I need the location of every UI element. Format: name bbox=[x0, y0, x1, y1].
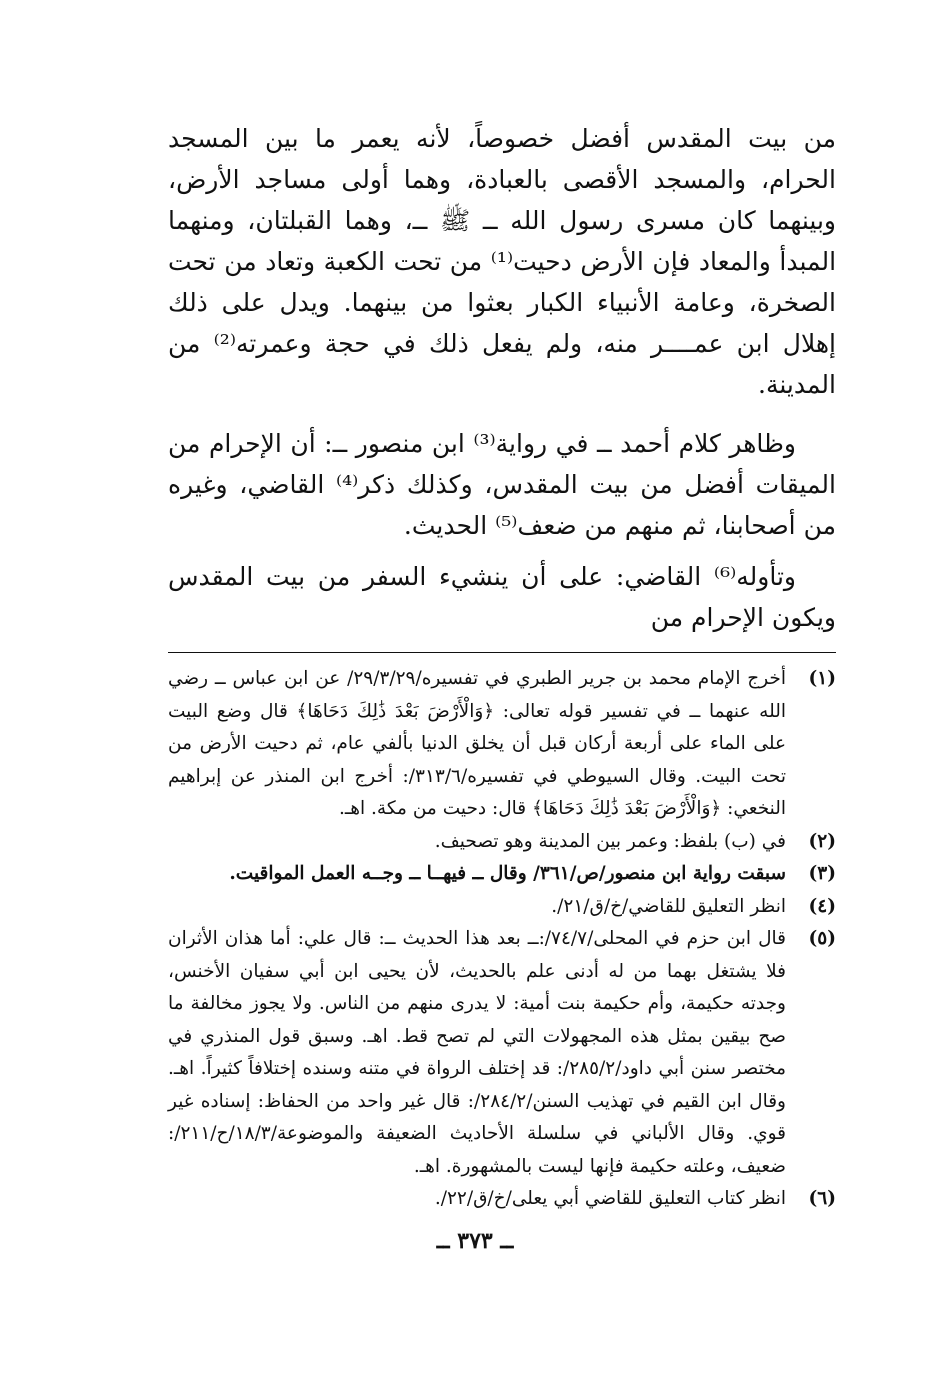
footnote-divider bbox=[168, 652, 836, 653]
footnote-text: أخرج الإمام محمد بن جرير الطبري في تفسيره/٢٩/٣/٢٩/ عن ابن عباس ــ رضي الله عنهما ــ في تفسير قوله تعالى: ﴿وَالْأَرْضَ بَعْدَ ذَٰلِكَ دَحَاهَا﴾ قال وضع البيت على الماء على أربعة أركان قبل أن يخلق الدنيا بألفي عام، ثم دحيت الأرض من تحت البيت. وقال السيوطي في تفسيره/٣١٣/٦/: أخرج ابن المنذر عن إبراهيم النخعي: ﴿وَالْأَرْضَ بَعْدَ ذَٰلِكَ دَحَاهَا﴾ قال: دحيت من مكة. اهـ. bbox=[168, 668, 786, 819]
main-paragraph-2: وظاهر كلام أحمد ــ في رواية⁽³⁾ ابن منصور ــ: أن الإحرام من الميقات أفضل من بيت المقدس، وكذلك ذكر⁽⁴⁾ القاضي، وغيره من أصحابنا، ثم منهم من ضعف⁽⁵⁾ الحديث. bbox=[168, 429, 836, 540]
footnote-text: انظر التعليق للقاضي/خ/ق/٢١/. bbox=[551, 895, 786, 917]
page-body bbox=[168, 118, 836, 1216]
main-paragraph-1: من بيت المقدس أفضل خصوصاً، لأنه يعمر ما بين المسجد الحرام، والمسجد الأقصى بالعبادة، وهما أولى مساجد الأرض، وبينهما كان مسرى رسول الله ــ ﷺ ــ، وهما القبلتان، ومنهما المبدأ والمعاد فإن الأرض دحيت⁽¹⁾ من تحت الكعبة وتعاد من تحت الصخرة، وعامة الأنبياء الكبار بعثوا من بينهما. ويدل على ذلك إهلال ابن عمــــر منه، ولم يفعل ذلك في حجة وعمرته⁽²⁾ من المدينة. bbox=[168, 124, 837, 399]
footnote-number: (٢) bbox=[808, 830, 836, 852]
footnote-6 bbox=[168, 1183, 836, 1216]
footnote-3 bbox=[168, 858, 836, 891]
footnote-number: (٣) bbox=[808, 863, 836, 884]
footnote-4 bbox=[168, 891, 836, 924]
footnote-text: في (ب) بلفظ: وعمر بين المدينة وهو تصحيف. bbox=[434, 830, 786, 852]
footnote-number: (٦) bbox=[808, 1188, 836, 1209]
footnote-number: (٤) bbox=[808, 895, 836, 917]
footnote-text: سبقت رواية ابن منصور/ص/٣٦١/ وقال ــ فيهــا ــ وجــه العمل المواقيت. bbox=[229, 863, 786, 884]
footnote-1 bbox=[168, 663, 836, 826]
footnotes bbox=[168, 663, 836, 1216]
page-number: ــ ٣٧٣ ــ bbox=[436, 1228, 514, 1254]
footnote-5 bbox=[168, 923, 836, 1183]
footnote-text: قال ابن حزم في المحلى/٧٤/٧/:ــ بعد هذا الحديث ــ: قال علي: أما هذان الأثران فلا يشتغل بهما من له أدنى علم بالحديث، لأن يحيى ابن أبي سفيان الأخنس، وجدته حكيمة، وأم حكيمة بنت أمية: لا يدرى منهم من الناس. ولا يجوز مخالفة ما صح بيقين بمثل هذه المجهولات التي لم تصح قط. اهـ. وسبق قول المنذري في مختصر سنن أبي داود/٢٨٥/٢/: قد إختلف الرواة في متنه وسنده إختلافاً كثيراً. اهـ. وقال ابن القيم في تهذيب السنن/٢٨٤/٢/: قال غير واحد من الحفاظ: إسناده غير قوي. وقال الألباني في سلسلة الأحاديث الضعيفة والموضوعة/١٨/٣/ح/٢١١/: ضعيف، وعلته حكيمة فإنها ليست بالمشهورة. اهـ. bbox=[168, 928, 787, 1177]
footnote-2 bbox=[168, 826, 836, 859]
footnote-number: (٥) bbox=[808, 928, 836, 949]
footnote-text: انظر كتاب التعليق للقاضي أبي يعلى/خ/ق/٢٢/. bbox=[434, 1188, 786, 1209]
main-paragraph-3: وتأوله⁽⁶⁾ القاضي: على أن ينشيء السفر من بيت المقدس ويكون الإحرام من bbox=[168, 562, 836, 632]
footnote-number: (١) bbox=[808, 668, 836, 689]
